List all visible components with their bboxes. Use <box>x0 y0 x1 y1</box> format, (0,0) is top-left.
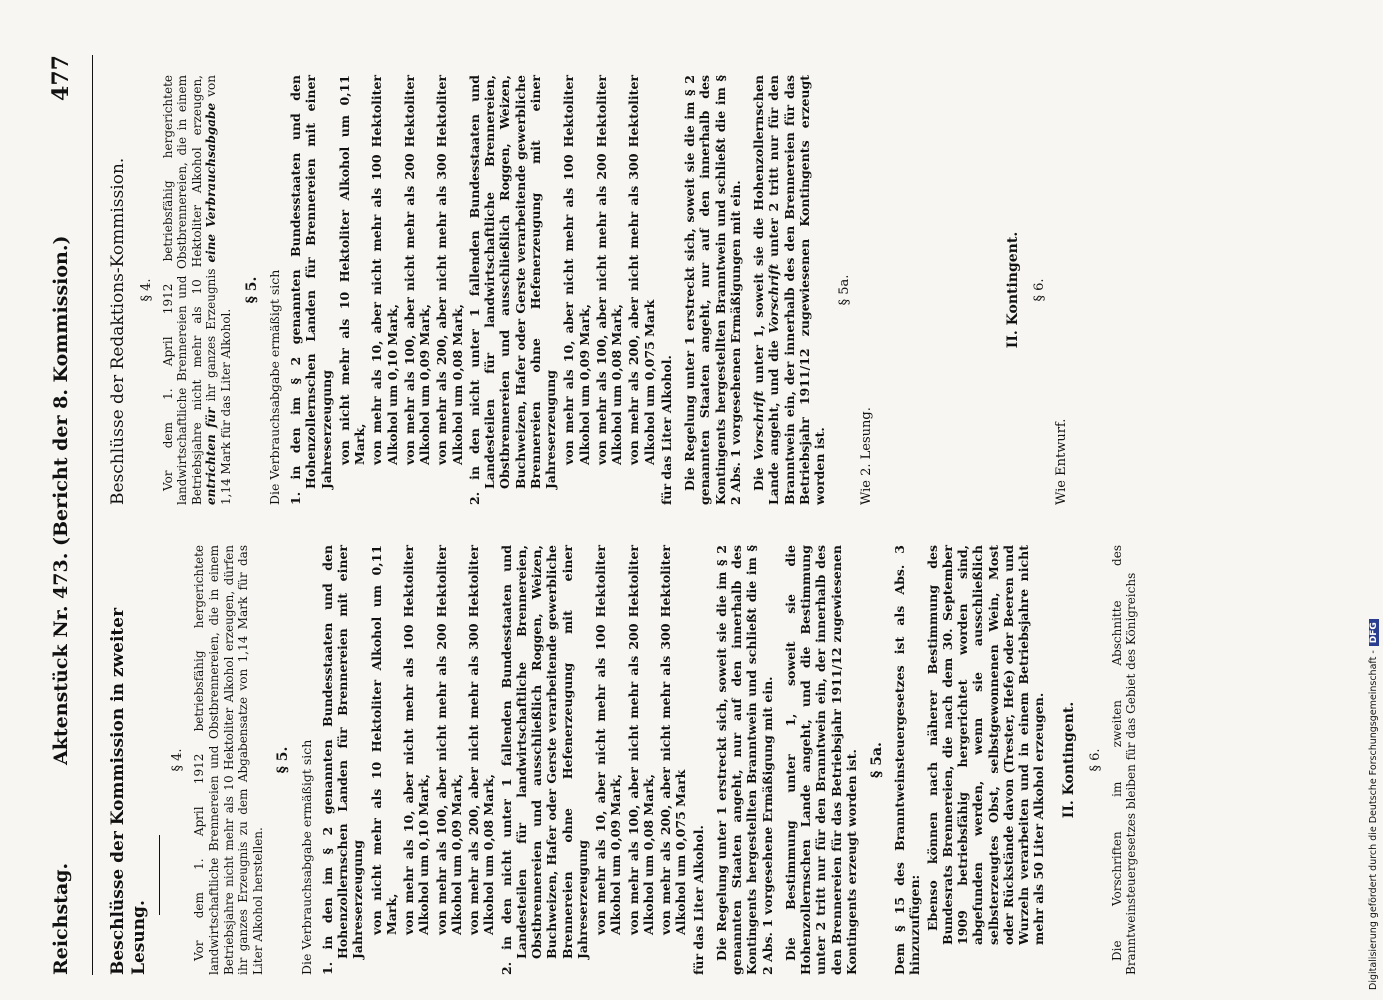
right-sec4-emph: eine Verbrauchsabgabe <box>204 102 219 263</box>
left-item2-end: für das Liter Alkohol. <box>690 825 706 975</box>
right-sec4-part: Vor dem 1. April 1912 betriebsfähig hergerichtete landwirtschaftliche Brennereien und Obstbrennereien, die in einem Betriebsjahre nicht mehr als 10 Hektoliter Alkohol erzeugen, <box>160 75 204 505</box>
right-vorschrift-emph: Vorschrift <box>766 263 782 334</box>
left-sec5-heading: § 5. <box>275 746 292 774</box>
right-sec6-heading: § 6. <box>1032 278 1048 302</box>
left-sec5-intro: Die Verbrauchsabgabe ermäßigt sich <box>298 739 314 975</box>
left-column <box>102 545 1147 975</box>
right-item2-end: für das Liter Alkohol. <box>658 355 674 505</box>
left-column-title: Beschlüsse der Kommission in zweiter Lesung. <box>108 607 149 975</box>
right-para-vorschrift <box>751 75 827 505</box>
left-item2-line: von mehr als 100, aber nicht mehr als 200 Hektoliter Alkohol um 0,08 Mark, <box>625 545 656 935</box>
right-column-title: Beschlüsse der Redaktions-Kommission. <box>108 157 128 505</box>
right-item2-line: von mehr als 10, aber nicht mehr als 100 Hektoliter Alkohol um 0,09 Mark, <box>561 75 592 465</box>
right-vorschrift-part: Die <box>751 467 767 491</box>
header-left: Reichstag. <box>50 862 72 975</box>
right-item-1: 1. in den im § 2 genannten Bundesstaaten und den Hohenzollernschen Landen für Brennereien mit einer Jahreserzeugung <box>288 75 334 505</box>
left-item2-line: von mehr als 10, aber nicht mehr als 100 Hektoliter Alkohol um 0,09 Mark, <box>593 545 624 935</box>
right-vorschrift-emph: Vorschrift <box>751 390 767 461</box>
right-sec4-part: von 1,14 Mark für das Liter Alkohol. <box>204 75 234 505</box>
right-item2-line: von mehr als 100, aber nicht mehr als 200 Hektoliter Alkohol um 0,08 Mark, <box>593 75 625 465</box>
right-item1-line: von mehr als 10, aber nicht mehr als 100 Hektoliter Alkohol um 0,10 Mark, <box>369 75 400 465</box>
dfg-logo: DFG <box>1369 619 1379 646</box>
left-sec5a-text: Ebenso können nach näherer Bestimmung des Bundesrats Brennereien, die nach dem 30. September 1909 betriebsfähig hergerichtet worden sind, abgefunden werden, wenn sie ausschließlich selbsterzeugtes Obst, selbstgewonnenen Wein, Most oder Rückstände davon (Trester, Hefe) oder Beeren und Wurzeln verarbeiten und in einem Betriebsjahre nicht mehr als 50 Liter Alkohol erzeugen. <box>924 545 1047 945</box>
right-item2-line: von mehr als 200, aber nicht mehr als 300 Hektoliter Alkohol um 0,075 Mark <box>626 75 657 465</box>
left-item-1: 1. in den im § 2 genannten Bundesstaaten und den Hohenzollernschen Landen für Brennereien mit einer Jahreserzeugung <box>319 545 366 975</box>
right-column <box>102 75 1076 505</box>
left-item1-line: von mehr als 10, aber nicht mehr als 100 Hektoliter Alkohol um 0,10 Mark, <box>401 545 432 935</box>
left-sec5a-intro: Dem § 15 des Branntweinsteuergesetzes ist als Abs. 3 hinzuzufügen: <box>892 545 923 975</box>
dfg-footer <box>1368 10 1382 990</box>
left-para-bestimmung: Die Bestimmung unter 1, soweit sie die Hohenzollernschen Lande angeht, und die Bestimmung unter 2 tritt nur für den Branntwein ein, der innerhalb des den Brennereien für das Betriebsjahr 1911/12 zugewiesenen Kontingents erzeugt worden ist. <box>782 545 859 975</box>
right-sec5a-heading: § 5a. <box>837 274 853 306</box>
spacer <box>881 75 991 505</box>
left-item1-line: von nicht mehr als 10 Hektoliter Alkohol um 0,11 Mark, <box>368 545 399 935</box>
footer-text <box>1368 619 1379 990</box>
header-middle: Aktenstück Nr. 473. (Bericht der 8. Kommission.) <box>50 235 72 765</box>
left-para-regelung: Die Regelung unter 1 erstreckt sich, soweit sie die im § 2 genannten Staaten angeht, nur auf den innerhalb des Kontingents hergestellten Branntwein und schließt die im § 2 Abs. 1 vorgesehene Ermäßigung mit ein. <box>713 545 775 975</box>
left-chapter-heading: II. Kontingent. <box>1060 701 1077 819</box>
right-sec5a-note: Wie 2. Lesung. <box>859 407 875 505</box>
left-item-2: 2. in den nicht unter 1 fallenden Bundesstaaten und Landesteilen für landwirtschaftliche Brennereien, Obstbrennereien und ausschließlich Roggen, Weizen, Buchweizen, Hafer oder Gerste verarbeitende gewerbliche Brennereien ohne Hefenerzeugung mit einer Jahreserzeugung <box>498 545 590 975</box>
footer-credit: Digitalisierung gefördert durch die Deutsche Forschungsgemeinschaft - <box>1368 650 1379 990</box>
left-sec6-heading: § 6. <box>1087 748 1103 772</box>
right-item1-line: von mehr als 100, aber nicht mehr als 200 Hektoliter Alkohol um 0,09 Mark, <box>401 75 433 465</box>
left-item1-line: von mehr als 200, aber nicht mehr als 300 Hektoliter Alkohol um 0,08 Mark, <box>466 545 497 935</box>
right-chapter-heading: II. Kontingent. <box>1005 231 1022 349</box>
right-vorschrift-part: unter 2 tritt nur für den Branntwein ein, der innerhalb des den Brennereien für das Betriebsjahr 1911/12 zugewiesenen Kontingents erzeugt worden ist. <box>766 75 828 505</box>
left-sec5a-heading: § 5a. <box>869 742 886 778</box>
title-rule <box>159 835 160 915</box>
page-number: 477 <box>48 55 74 101</box>
left-item2-line: von mehr als 200, aber nicht mehr als 300 Hektoliter Alkohol um 0,075 Mark <box>658 545 689 935</box>
right-sec4-emph: entrichten für <box>204 407 219 505</box>
right-sec6-note: Wie Entwurf. <box>1053 418 1069 505</box>
document-sheet <box>40 55 1360 975</box>
right-sec4-text <box>161 75 234 505</box>
left-item1-line: von mehr als 100, aber nicht mehr als 200 Hektoliter Alkohol um 0,09 Mark, <box>433 545 464 935</box>
right-sec5-heading: § 5. <box>243 276 260 304</box>
right-para-regelung: Die Regelung unter 1 erstreckt sich, soweit sie die im § 2 genannten Staaten angeht, nur auf den innerhalb des Kontingents hergestellten Branntwein und schließt die im § 2 Abs. 1 vorgesehenen Ermäßigungen mit ein. <box>682 75 743 505</box>
right-item-2: 2. in den nicht unter 1 fallenden Bundesstaaten und Landesteilen für landwirtschaftliche Brennereien, Obstbrennereien und ausschließlich Roggen, Weizen, Buchweizen, Hafer oder Gerste verarbeitende gewerbliche Brennereien ohne Hefenerzeugung mit einer Jahreserzeugung <box>466 75 559 505</box>
right-item1-line: von nicht mehr als 10 Hektoliter Alkohol um 0,11 Mark, <box>336 75 368 465</box>
right-sec4-part: ihr ganzes Erzeugnis <box>204 268 219 402</box>
right-sec4-heading: § 4. <box>138 278 154 302</box>
left-sec4-heading: § 4. <box>170 748 186 772</box>
right-sec5-intro: Die Verbrauchsabgabe ermäßigt sich <box>266 269 282 505</box>
left-sec6-text: Die Vorschriften im zweiten Abschnitte des Branntweinsteuergesetzes bleiben für das Gebiet des Königreichs <box>1109 545 1139 975</box>
right-vorschrift-part: unter 1, soweit sie die Hohenzollernschen Lande angeht, und die <box>751 74 782 505</box>
left-sec4-text: Vor dem 1. April 1912 betriebsfähig hergerichtete landwirtschaftliche Brennereien und Obstbrennereien, die in einem Betriebsjahre nicht mehr als 10 Hektoliter Alkohol erzeugen, dürfen ihr ganzes Erzeugnis zu dem Abgabensatze von 1,14 Mark für das Liter Alkohol herstellen. <box>192 545 265 975</box>
page-header <box>40 55 93 975</box>
right-item1-line: von mehr als 200, aber nicht mehr als 300 Hektoliter Alkohol um 0,08 Mark, <box>434 75 465 465</box>
